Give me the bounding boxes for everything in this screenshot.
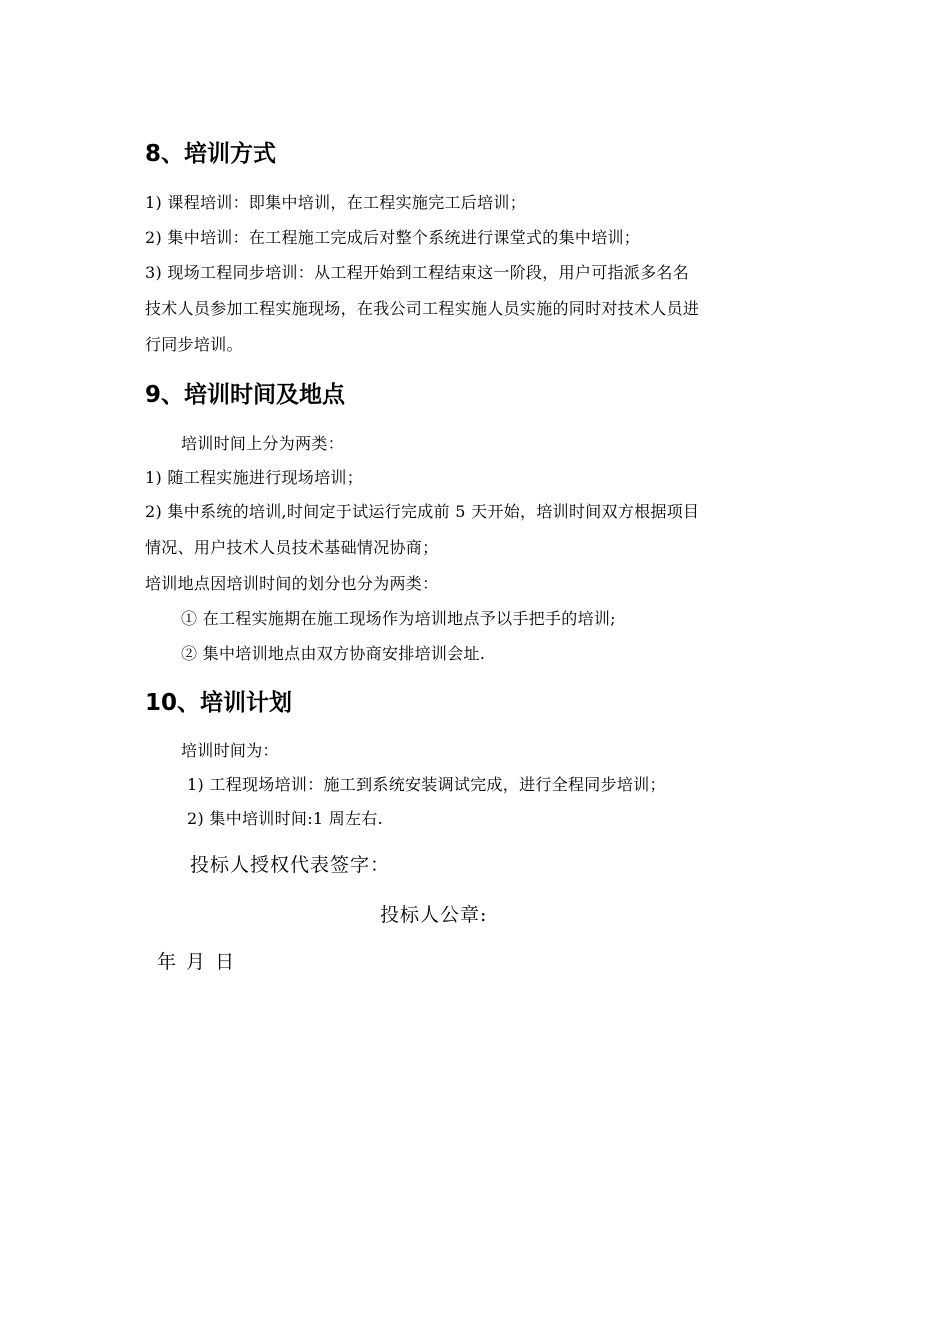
section-9-line-2: 1) 随工程实施进行现场培训；	[145, 468, 364, 487]
section-9-heading: 9、培训时间及地点	[145, 382, 346, 408]
section-8-line-4: 技术人员参加工程实施现场，在我公司工程实施人员实施的同时对技术人员进	[145, 299, 700, 318]
section-8-line-2: 2) 集中培训：在工程施工完成后对整个系统进行课堂式的集中培训；	[145, 228, 641, 247]
bidder-seal-label: 投标人公章:	[380, 904, 488, 926]
section-10-line-3: 2) 集中培训时间:1 周左右.	[187, 809, 384, 828]
section-8-line-1: 1) 课程培训：即集中培训，在工程实施完工后培训；	[145, 193, 527, 212]
section-8-line-3: 3) 现场工程同步培训：从工程开始到工程结束这一阶段，用户可指派多名名	[145, 263, 690, 282]
section-9-line-6: ① 在工程实施期在施工现场作为培训地点予以手把手的培训;	[181, 609, 616, 628]
section-9-line-4: 情况、用户技术人员技术基础情况协商；	[145, 538, 439, 557]
section-10-line-2: 1) 工程现场培训：施工到系统安装调试完成，进行全程同步培训；	[187, 775, 666, 794]
section-9-line-5: 培训地点因培训时间的划分也分为两类：	[145, 574, 439, 593]
section-10-heading: 10、培训计划	[145, 690, 293, 716]
authorized-rep-signature-label: 投标人授权代表签字：	[190, 854, 391, 876]
section-9-line-7: ② 集中培训地点由双方协商安排培训会址.	[181, 644, 486, 663]
section-9-line-3: 2) 集中系统的培训,时间定于试运行完成前 5 天开始，培训时间双方根据项目	[145, 502, 700, 521]
date-line: 年 月 日	[157, 951, 237, 973]
section-9-line-1: 培训时间上分为两类：	[181, 434, 345, 453]
section-8-line-5: 行同步培训。	[145, 335, 243, 354]
section-10-line-1: 培训时间为：	[181, 741, 279, 760]
section-8-heading: 8、培训方式	[145, 141, 277, 167]
